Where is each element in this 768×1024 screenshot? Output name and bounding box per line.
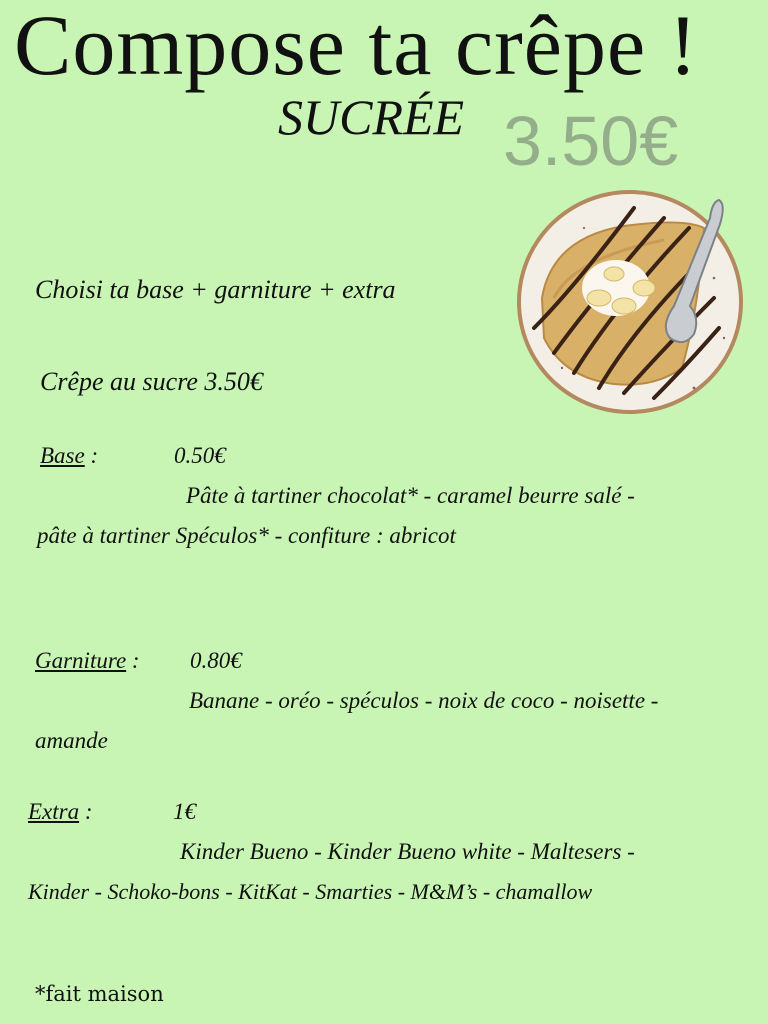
garniture-price: 0.80€ bbox=[190, 648, 242, 673]
extra-price: 1€ bbox=[173, 799, 196, 824]
extra-items-line-1: Kinder Bueno - Kinder Bueno white - Maltesers - bbox=[180, 839, 635, 864]
extra-items-line-2: Kinder - Schoko-bons - KitKat - Smarties - M&M’s - chamallow bbox=[28, 879, 593, 904]
extra-heading bbox=[28, 792, 93, 832]
intro-instructions: Choisi ta base + garniture + extra bbox=[35, 275, 396, 304]
homemade-footnote: *fait maison bbox=[35, 982, 164, 1006]
base-heading bbox=[40, 436, 98, 476]
page-subtitle: SUCRÉE bbox=[278, 89, 465, 145]
garniture-separator: : bbox=[126, 648, 140, 673]
base-label: Base bbox=[40, 443, 85, 468]
extra-label: Extra bbox=[28, 799, 80, 824]
base-price: 0.50€ bbox=[174, 443, 226, 468]
crepe-sucre-price: Crêpe au sucre 3.50€ bbox=[40, 367, 263, 396]
base-separator: : bbox=[84, 443, 99, 468]
base-items-line-2: pâte à tartiner Spéculos* - confiture : abricot bbox=[37, 523, 456, 548]
page-title: Compose ta crêpe ! bbox=[14, 0, 699, 93]
garniture-items-line-1: Banane - oréo - spéculos - noix de coco - noisette - bbox=[189, 688, 659, 713]
extra-separator: : bbox=[79, 799, 93, 824]
garniture-label: Garniture bbox=[35, 648, 127, 673]
crepe-plate-illustration bbox=[514, 188, 752, 420]
garniture-heading bbox=[35, 641, 140, 681]
garniture-items-line-2: amande bbox=[35, 728, 108, 753]
base-items-line-1: Pâte à tartiner chocolat* - caramel beurre salé - bbox=[186, 483, 635, 508]
crepe-price: 3.50€ bbox=[503, 102, 679, 180]
